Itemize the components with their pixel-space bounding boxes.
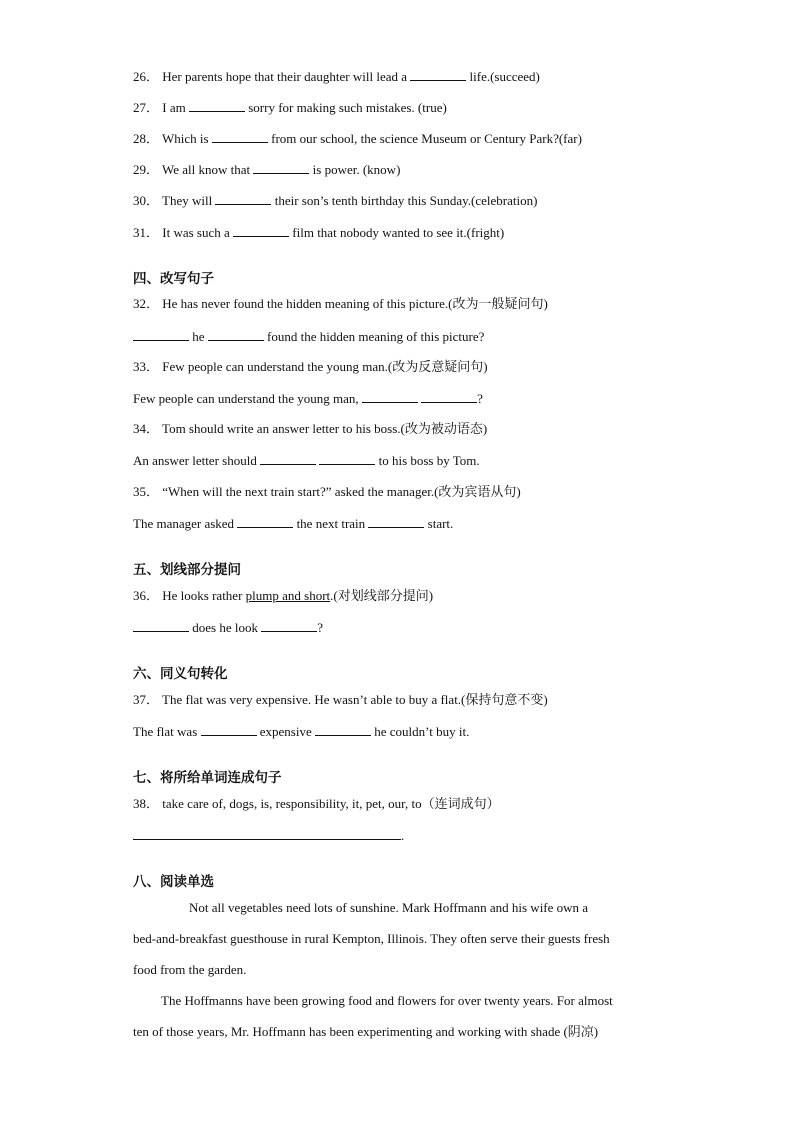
question-text: “When will the next train start?” asked the manager.(改为宾语从句)	[162, 484, 521, 499]
question-text: Tom should write an answer letter to his boss.(改为被动语态)	[162, 421, 488, 436]
question-text: Which is	[162, 131, 209, 146]
question-text: The flat was very expensive. He wasn’t able to buy a flat.(保持句意不变)	[162, 692, 548, 707]
answer-blank[interactable]	[319, 451, 375, 465]
answer-blank[interactable]	[260, 451, 316, 465]
underlined-phrase: plump and short	[245, 588, 331, 603]
answer-text: the next train	[296, 516, 366, 531]
question-number: 27．	[133, 100, 160, 115]
question-number: 30．	[133, 193, 160, 208]
answer-blank[interactable]	[189, 98, 245, 112]
question-text: take care of, dogs, is, responsibility, it, pet, our, to（连词成句）	[162, 796, 500, 811]
question-29	[133, 160, 400, 179]
answer-line-34	[133, 451, 480, 470]
answer-blank[interactable]	[208, 327, 264, 341]
question-26	[133, 67, 540, 86]
answer-line-32	[133, 327, 484, 346]
question-number: 26．	[133, 69, 160, 84]
question-text: He has never found the hidden meaning of this picture.(改为一般疑问句)	[162, 296, 548, 311]
section-heading-4: 四、改写句子	[133, 271, 214, 287]
passage-line: Not all vegetables need lots of sunshine. Mark Hoffmann and his wife own a	[189, 900, 589, 915]
answer-text: start.	[427, 516, 454, 531]
answer-blank[interactable]	[215, 191, 271, 205]
question-text: It was such a	[162, 225, 230, 240]
answer-line-38	[133, 826, 404, 845]
question-30	[133, 191, 537, 210]
answer-blank[interactable]	[233, 223, 289, 237]
answer-blank[interactable]	[421, 389, 477, 403]
question-number: 35．	[133, 484, 160, 499]
answer-text: expensive	[259, 724, 312, 739]
question-text: from our school, the science Museum or Century Park?(far)	[271, 131, 582, 146]
answer-text: he couldn’t buy it.	[374, 724, 470, 739]
answer-blank[interactable]	[368, 514, 424, 528]
question-27	[133, 98, 447, 117]
answer-blank[interactable]	[212, 129, 268, 143]
question-32	[133, 295, 548, 313]
section-heading-5: 五、划线部分提问	[133, 562, 241, 578]
answer-line-33	[133, 389, 483, 408]
question-34	[133, 420, 487, 438]
question-37	[133, 691, 548, 709]
section-heading-6: 六、同义句转化	[133, 666, 228, 682]
answer-text: does he look	[192, 620, 258, 635]
passage-line: bed-and-breakfast guesthouse in rural Kempton, Illinois. They often serve their guests fresh	[133, 931, 610, 946]
question-text: We all know that	[162, 162, 251, 177]
answer-text: found the hidden meaning of this picture?	[267, 329, 485, 344]
answer-blank[interactable]	[410, 67, 466, 81]
question-number: 29．	[133, 162, 160, 177]
question-number: 33．	[133, 359, 160, 374]
question-38	[133, 795, 500, 813]
question-text: sorry for making such mistakes. (true)	[248, 100, 447, 115]
question-text: life.(succeed)	[469, 69, 540, 84]
question-36	[133, 587, 433, 605]
answer-blank[interactable]	[315, 722, 371, 736]
answer-text: Few people can understand the young man,	[133, 391, 359, 406]
question-text: They will	[162, 193, 213, 208]
answer-blank[interactable]	[253, 160, 309, 174]
answer-text: he	[192, 329, 205, 344]
answer-text: to his boss by Tom.	[378, 453, 480, 468]
passage-line: ten of those years, Mr. Hoffmann has been experimenting and working with shade (阴凉)	[133, 1024, 599, 1039]
answer-text: The manager asked	[133, 516, 235, 531]
question-text: film that nobody wanted to see it.(fright)	[292, 225, 505, 240]
question-text: He looks rather	[162, 588, 243, 603]
question-number: 36．	[133, 588, 160, 603]
answer-text: ?	[317, 620, 323, 635]
question-number: 31．	[133, 225, 160, 240]
answer-text: An answer letter should	[133, 453, 257, 468]
answer-blank[interactable]	[362, 389, 418, 403]
answer-text: .	[401, 828, 405, 843]
question-text: .(对划线部分提问)	[330, 588, 434, 603]
answer-blank[interactable]	[133, 618, 189, 632]
question-text: is power. (know)	[312, 162, 401, 177]
answer-blank[interactable]	[133, 327, 189, 341]
answer-blank[interactable]	[237, 514, 293, 528]
question-31	[133, 223, 504, 242]
question-number: 28．	[133, 131, 160, 146]
section-heading-7: 七、将所给单词连成句子	[133, 770, 282, 786]
question-35	[133, 483, 521, 501]
question-number: 38．	[133, 796, 160, 811]
answer-line-37	[133, 722, 469, 741]
answer-blank[interactable]	[201, 722, 257, 736]
question-number: 34．	[133, 421, 160, 436]
answer-text: ?	[477, 391, 483, 406]
question-text: Few people can understand the young man.(改为反意疑问句)	[162, 359, 488, 374]
section-heading-8: 八、阅读单选	[133, 874, 214, 890]
answer-text: The flat was	[133, 724, 198, 739]
question-text: I am	[162, 100, 186, 115]
answer-blank[interactable]	[133, 826, 401, 840]
passage-line: The Hoffmanns have been growing food and flowers for over twenty years. For almost	[161, 993, 613, 1008]
question-28	[133, 129, 582, 148]
passage-line: food from the garden.	[133, 962, 247, 977]
question-number: 32．	[133, 296, 160, 311]
question-text: their son’s tenth birthday this Sunday.(celebration)	[274, 193, 538, 208]
answer-blank[interactable]	[261, 618, 317, 632]
question-text: Her parents hope that their daughter will lead a	[162, 69, 408, 84]
question-number: 37．	[133, 692, 160, 707]
answer-line-36	[133, 618, 323, 637]
question-33	[133, 358, 488, 376]
answer-line-35	[133, 514, 453, 533]
